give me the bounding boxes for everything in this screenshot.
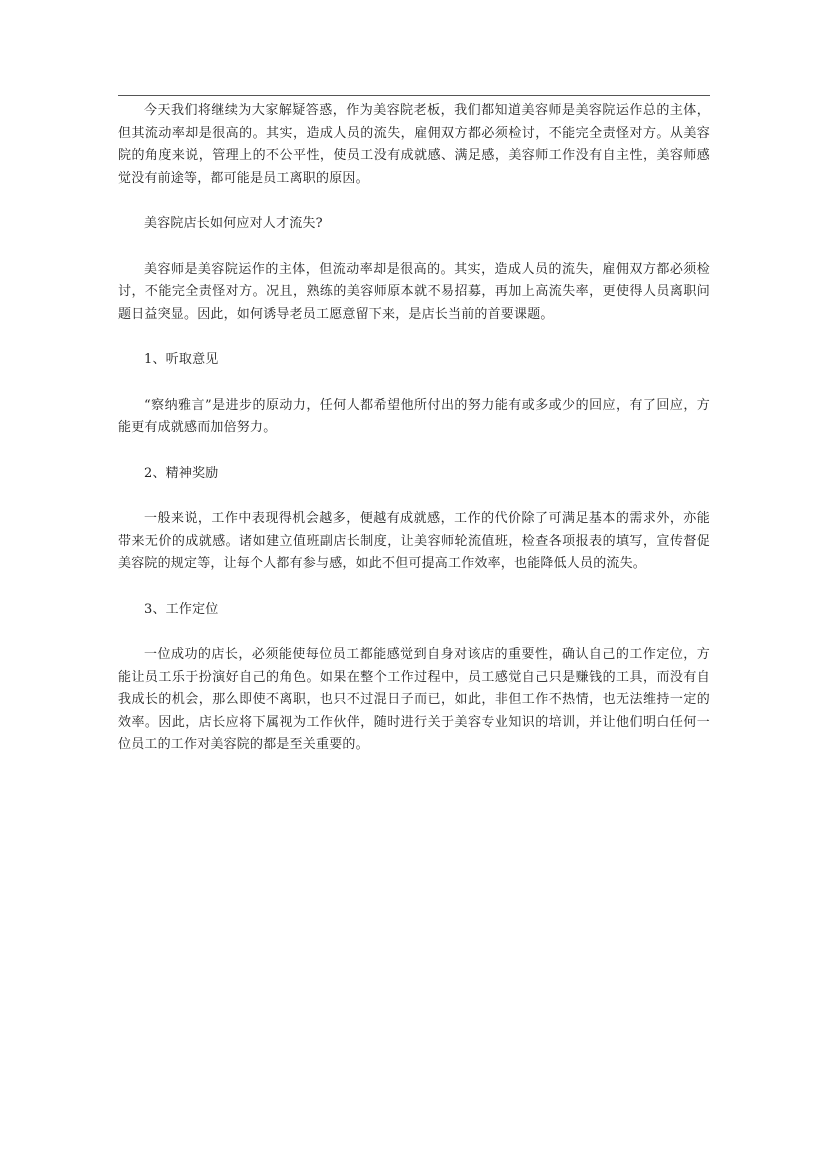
article-body bbox=[118, 100, 710, 757]
position-paragraph: 一位成功的店长，必须能使每位员工都能感觉到自身对该店的重要性，确认自己的工作定位，方能让员工乐于扮演好自己的角色。如果在整个工作过程中，员工感觉自己只是赚钱的工具，而没有自我成长的机会，那么即使不离职，也只不过混日子而已，如此，非但工作不热情，也无法维持一定的效率。因此，店长应将下属视为工作伙伴，随时进行关于美容专业知识的培训，并让他们明白任何一位员工的工作对美容院的都是至关重要的。 bbox=[118, 647, 710, 752]
heading-reward: 2、精神奖励 bbox=[144, 465, 219, 481]
main-paragraph: 美容师是美容院运作的主体，但流动率却是很高的。其实，造成人员的流失，雇佣双方都必须检讨，不能完全责怪对方。况且，熟练的美容师原本就不易招募，再加上高流失率，更使得人员离职问题日益突显。因此，如何诱导老员工愿意留下来，是店长当前的首要课题。 bbox=[118, 261, 710, 322]
heading-position: 3、工作定位 bbox=[144, 601, 219, 617]
intro-paragraph: 今天我们将继续为大家解疑答惑，作为美容院老板，我们都知道美容师是美容院运作总的主体，但其流动率却是很高的。其实，造成人员的流失，雇佣双方都必须检讨，不能完全责怪对方。从美容院的角度来说，管理上的不公平性，使员工没有成就感、满足感，美容师工作没有自主性，美容师感觉没有前途等，都可能是员工离职的原因。 bbox=[118, 103, 710, 186]
heading-listen: 1、听取意见 bbox=[144, 352, 219, 367]
listen-paragraph: “察纳雅言”是进步的原动力，任何人都希望他所付出的努力能有或多或少的回应，有了回应，方能更有成就感而加倍努力。 bbox=[118, 397, 710, 435]
header-rule bbox=[118, 95, 710, 96]
reward-paragraph: 一般来说，工作中表现得机会越多，便越有成就感，工作的代价除了可满足基本的需求外，亦能带来无价的成就感。诸如建立值班副店长制度，让美容师轮流值班，检查各项报表的填写，宣传督促美容院的规定等，让每个人都有参与感，如此不但可提高工作效率，也能降低人员的流失。 bbox=[118, 511, 710, 571]
section-heading-main: 美容院店长如何应对人才流失? bbox=[144, 216, 323, 231]
